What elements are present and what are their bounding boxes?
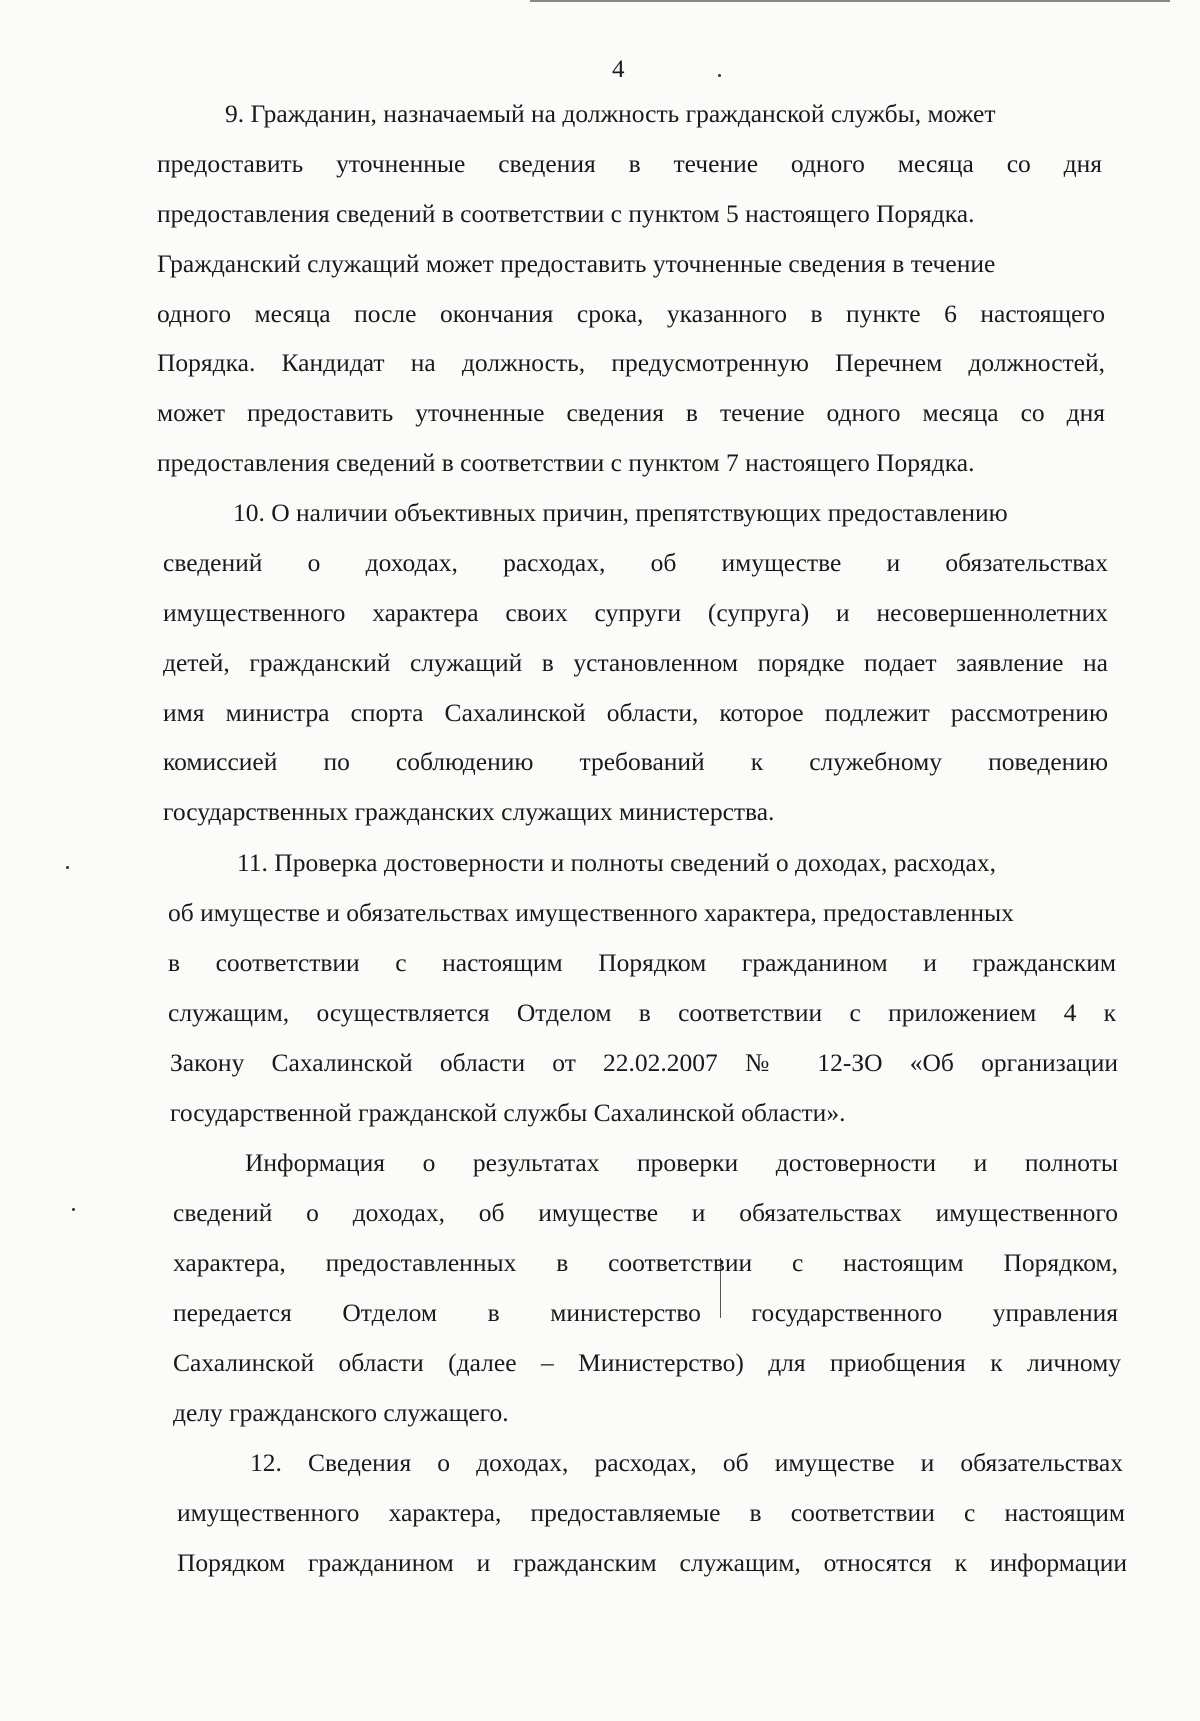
paragraph-11b-line-1: Информация о результатах проверки достоверности и полноты [245, 1148, 1118, 1177]
paragraph-10-line-2: сведений о доходах, расходах, об имуществе и обязательствах [163, 548, 1108, 577]
paragraph-10-line-3: имущественного характера своих супруги (супруга) и несовершеннолетних [163, 598, 1108, 627]
paragraph-10-line-7: государственных гражданских служащих министерства. [163, 797, 775, 826]
paragraph-9-line-3: предоставления сведений в соответствии с пунктом 5 настоящего Порядка. [157, 199, 975, 228]
paragraph-9-line-7: может предоставить уточненные сведения в течение одного месяца со дня [157, 398, 1105, 427]
page-number: 4 [612, 56, 625, 83]
paragraph-11b-line-5: Сахалинской области (далее – Министерство) для приобщения к личному [173, 1348, 1121, 1377]
paragraph-11-line-2: об имуществе и обязательствах имущественного характера, предоставленных [168, 898, 1014, 927]
paragraph-11-line-5: Закону Сахалинской области от 22.02.2007 № 12-ЗО «Об организации [170, 1048, 1118, 1077]
paragraph-9-line-4: Гражданский служащий может предоставить уточненные сведения в течение [157, 249, 996, 278]
paragraph-9-line-6: Порядка. Кандидат на должность, предусмотренную Перечнем должностей, [157, 348, 1105, 377]
paragraph-10-line-6: комиссией по соблюдению требований к служебному поведению [163, 747, 1108, 776]
scan-edge-line [530, 0, 1170, 2]
paragraph-11-line-3: в соответствии с настоящим Порядком гражданином и гражданским [168, 948, 1116, 977]
paragraph-10-line-4: детей, гражданский служащий в установленном порядке подает заявление на [163, 648, 1108, 677]
paragraph-11b-line-3: характера, предоставленных в соответствии с настоящим Порядком, [173, 1248, 1118, 1277]
paragraph-12-line-3: Порядком гражданином и гражданским служащим, относятся к информации [177, 1548, 1127, 1577]
paragraph-11b-line-4: передается Отделом в министерство государственного управления [173, 1298, 1118, 1327]
scan-speck [72, 1208, 75, 1211]
paragraph-10-line-1: 10. О наличии объективных причин, препятствующих предоставлению [233, 498, 1008, 527]
paragraph-9-line-2: предоставить уточненные сведения в течение одного месяца со дня [157, 149, 1102, 178]
paragraph-12-line-1: 12. Сведения о доходах, расходах, об имуществе и обязательствах [250, 1448, 1123, 1477]
paragraph-12-line-2: имущественного характера, предоставляемые в соответствии с настоящим [177, 1498, 1125, 1527]
paragraph-9-line-1: 9. Гражданин, назначаемый на должность гражданской службы, может [225, 99, 996, 128]
paragraph-11-line-4: служащим, осуществляется Отделом в соответствии с приложением 4 к [168, 998, 1116, 1027]
paragraph-10-line-5: имя министра спорта Сахалинской области, которое подлежит рассмотрению [163, 698, 1108, 727]
paragraph-11-line-6: государственной гражданской службы Сахалинской области». [170, 1098, 846, 1127]
paragraph-11b-line-2: сведений о доходах, об имуществе и обязательствах имущественного [173, 1198, 1118, 1227]
paragraph-11b-line-6: делу гражданского служащего. [173, 1398, 509, 1427]
scan-speck [66, 866, 69, 869]
paragraph-9-line-8: предоставления сведений в соответствии с пунктом 7 настоящего Порядка. [157, 448, 975, 477]
paragraph-9-line-5: одного месяца после окончания срока, указанного в пункте 6 настоящего [157, 299, 1105, 328]
scan-speck [718, 74, 721, 77]
paragraph-11-line-1: 11. Проверка достоверности и полноты сведений о доходах, расходах, [237, 848, 996, 877]
